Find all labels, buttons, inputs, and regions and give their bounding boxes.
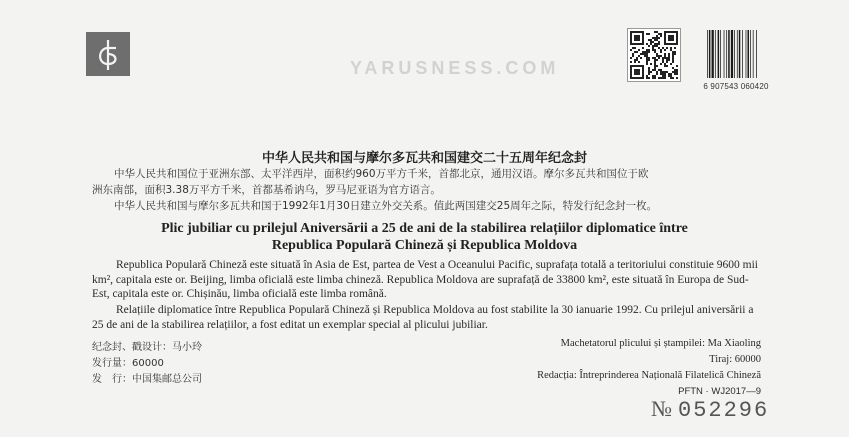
serial-number [651,396,769,423]
designer-cn: 纪念封、戳设计：马小玲 [92,342,202,353]
chinese-paragraph-2: 中华人民共和国与摩尔多瓦共和国于1992年1月30日建立外交关系。值此两国建交25周年之际，特发行纪念封一枚。 [114,200,658,212]
watermark: YARUSNESS.COM [350,58,560,78]
issuer-cn: 发 行：中国集邮总公司 [92,374,202,385]
serial-digits: 052296 [678,398,770,423]
publisher-logo [86,32,130,76]
chinese-paragraph-1-line-1: 中华人民共和国位于亚洲东部、太平洋西岸，面积约960万平方千米，首都北京，通用汉语。摩尔多瓦共和国位于欧 [114,168,649,180]
chinese-paragraph-1-line-2: 洲东南部，面积3.38万平方千米，首都基希讷乌，罗马尼亚语为官方语言。 [92,184,441,196]
barcode-number: 6 907543 060420 [703,82,769,91]
barcode [706,28,764,80]
romanian-paragraph-2: Relațiile diplomatice între Republica Populară Chineză și Republica Moldova au fost stabilite la 30 ianuarie 1992. Cu prilejul aniversării a 25 de ani de la stabilirea relațiilor, a fost editat un exemplar special al plicului jubiliar. [92,304,754,331]
tiraj-ro: Tiraj: 60000 [709,354,761,365]
qr-code [627,28,681,82]
quantity-cn: 发行量：60000 [92,358,164,369]
designer-ro: Machetatorul plicului și ștampilei: Ma Xiaoling [560,338,761,349]
barcode-icon [706,28,764,80]
romanian-title-line-2: Republica Populară Chineză și Republica Moldova [271,238,578,253]
chinese-title: 中华人民共和国与摩尔多瓦共和国建交二十五周年纪念封 [261,151,587,166]
editor-ro: Redacția: Întreprinderea Națională Filatelică Chineză [537,370,761,381]
qr-code-icon [628,29,680,81]
code-ro: PFTN · WJ2017—9 [678,386,761,397]
serial-prefix: № [651,396,672,421]
romanian-title-line-1: Plic jubiliar cu prilejul Aniversării a 25 de ani de la stabilirea relațiilor diplomatice între [161,221,688,236]
phi-logo-icon [86,32,130,76]
romanian-paragraph-1: Republica Populară Chineză este situată în Asia de Est, partea de Vest a Oceanului Pacific, suprafața totală a teritoriului constituie 9600 mii km², capitala este or. Beijing, limba oficială este limba chineză. Republica Moldova are suprafață de 33800 km², este situată în Europa de Sud-Est, capitala este or. Chișinău, limba oficială este limba română. [92,259,758,300]
